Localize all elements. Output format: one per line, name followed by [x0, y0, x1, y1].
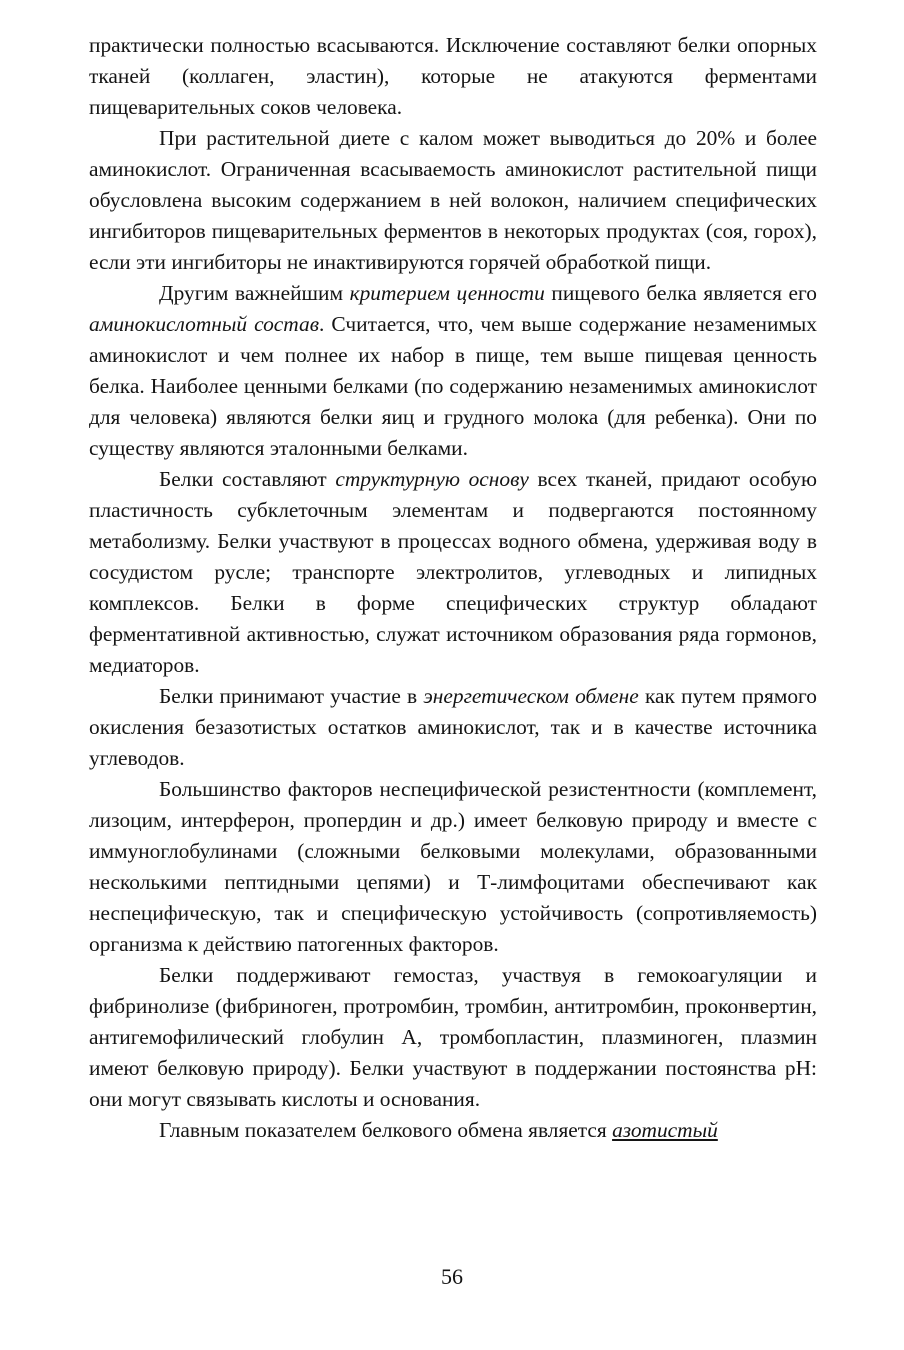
paragraph	[89, 774, 817, 960]
paragraph	[89, 123, 817, 278]
paragraph	[89, 1115, 817, 1146]
text-run: Белки поддерживают гемостаз, участвуя в гемокоагуляции и фибринолизе (фибриноген, протромбин, тромбин, антитромбин, проконвертин, антигемофилический глобулин А, тромбопластин, плазминоген, плазмин имеют белковую природу). Белки участвуют в поддержании постоянства pH: они могут связывать кислоты и основания.	[89, 963, 817, 1111]
emphasized-term: критерием ценности	[349, 281, 545, 305]
paragraph	[89, 278, 817, 464]
paragraph	[89, 681, 817, 774]
text-run: Белки принимают участие в	[159, 684, 424, 708]
emphasized-term: азотистый	[612, 1118, 718, 1142]
text-run: пищевого белка является его	[544, 281, 817, 305]
text-run: всех тканей, придают особую пластичность субклеточным элементам и подвергаются постоянному метаболизму. Белки участвуют в процессах водного обмена, удерживая воду в сосудистом русле; транспорте электролитов, углеводных и липидных комплексов. Белки в форме специфических структур обладают ферментативной активностью, служат источником образования ряда гормонов, медиаторов.	[89, 467, 817, 677]
emphasized-term: аминокислотный состав	[89, 312, 319, 336]
emphasized-term: энергетическом обмене	[423, 684, 639, 708]
body-text	[89, 30, 817, 1146]
text-run: Большинство факторов неспецифической резистентности (комплемент, лизоцим, интерферон, пропердин и др.) имеет белковую природу и вместе с иммуноглобулинами (сложными белковыми молекулами, образованными несколькими пептидными цепями) и Т-лимфоцитами обеспечивают как неспецифическую, так и специфическую устойчивость (сопротивляемость) организма к действию патогенных факторов.	[89, 777, 817, 956]
text-run: При растительной диете с калом может выводиться до 20% и более аминокислот. Ограниченная всасываемость аминокислот растительной пищи обусловлена высоким содержанием в ней волокон, наличием специфических ингибиторов пищеварительных ферментов в некоторых продуктах (соя, горох), если эти ингибиторы не инактивируются горячей обработкой пищи.	[89, 126, 817, 274]
emphasized-term: структурную основу	[335, 467, 529, 491]
text-run: . Считается, что, чем выше содержание незаменимых аминокислот и чем полнее их набор в пище, тем выше пищевая ценность белка. Наиболее ценными белками (по содержанию незаменимых аминокислот для человека) являются белки яиц и грудного молока (для ребенка). Они по существу являются эталонными белками.	[89, 312, 817, 460]
page-number: 56	[441, 1264, 463, 1289]
text-run: практически полностью всасываются. Исключение составляют белки опорных тканей (коллаген, эластин), которые не атакуются ферментами пищеварительных соков человека.	[89, 33, 817, 119]
paragraph	[89, 464, 817, 681]
paragraph	[89, 30, 817, 123]
text-run: Главным показателем белкового обмена является	[159, 1118, 613, 1142]
text-run: Белки составляют	[159, 467, 336, 491]
paragraph	[89, 960, 817, 1115]
text-run: Другим важнейшим	[159, 281, 350, 305]
text-run: как путем прямого окисления безазотистых остатков аминокислот, так и в качестве источника углеводов.	[89, 684, 817, 770]
